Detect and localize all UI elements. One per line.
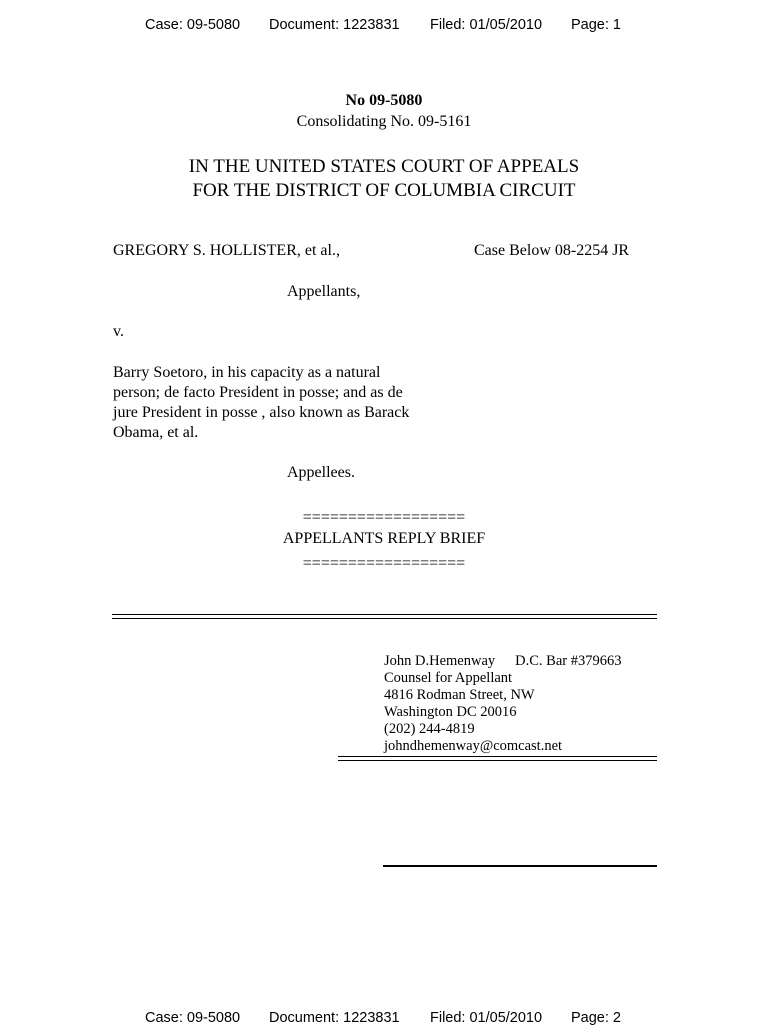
counsel-name-line [384,653,622,670]
consolidating-number: Consolidating No. 09-5161 [296,113,472,130]
header-document-number: Document: 1223831 [269,17,400,33]
brief-title: APPELLANTS REPLY BRIEF [282,530,486,547]
divider-double-bottom [112,618,657,619]
header-case-number: Case: 09-5080 [145,1010,241,1026]
signature-line [383,865,657,867]
title-rule-top: ================== [302,509,466,526]
counsel-block [384,653,622,755]
counsel-street: 4816 Rodman Street, NW [384,687,535,703]
page-header-top [0,17,768,37]
counsel-bar-number: D.C. Bar #379663 [515,653,622,669]
counsel-phone: (202) 244-4819 [384,721,475,737]
counsel-city: Washington DC 20016 [384,704,517,720]
appellants-name: GREGORY S. HOLLISTER, et al., [113,242,340,259]
header-document-number: Document: 1223831 [269,1010,400,1026]
appellees-label: Appellees. [287,464,355,481]
court-name-line2: FOR THE DISTRICT OF COLUMBIA CIRCUIT [192,180,576,201]
appellants-label: Appellants, [287,283,361,300]
versus: v. [113,323,124,340]
signature-rule-top [338,756,657,757]
header-filed-date: Filed: 01/05/2010 [430,1010,543,1026]
case-below: Case Below 08-2254 JR [474,242,630,259]
divider-double-top [112,614,657,615]
header-page-number: Page: 1 [571,17,621,33]
appellees-name: Barry Soetoro, in his capacity as a natural person; de facto President in posse; and as de jure President in posse , also known as Barack Obama, et al. [113,364,410,441]
court-name-line1: IN THE UNITED STATES COURT OF APPEALS [188,156,580,177]
title-rule-bottom: ================== [302,555,466,572]
counsel-name: John D.Hemenway [384,653,496,669]
counsel-email: johndhemenway@comcast.net [384,738,563,754]
header-page-number: Page: 2 [571,1010,621,1026]
header-case-number: Case: 09-5080 [145,17,241,33]
page-header-bottom [0,1010,768,1030]
header-filed-date: Filed: 01/05/2010 [430,17,543,33]
docket-number: No 09-5080 [345,92,423,109]
counsel-role: Counsel for Appellant [384,670,513,686]
signature-rule-bottom [338,760,657,761]
